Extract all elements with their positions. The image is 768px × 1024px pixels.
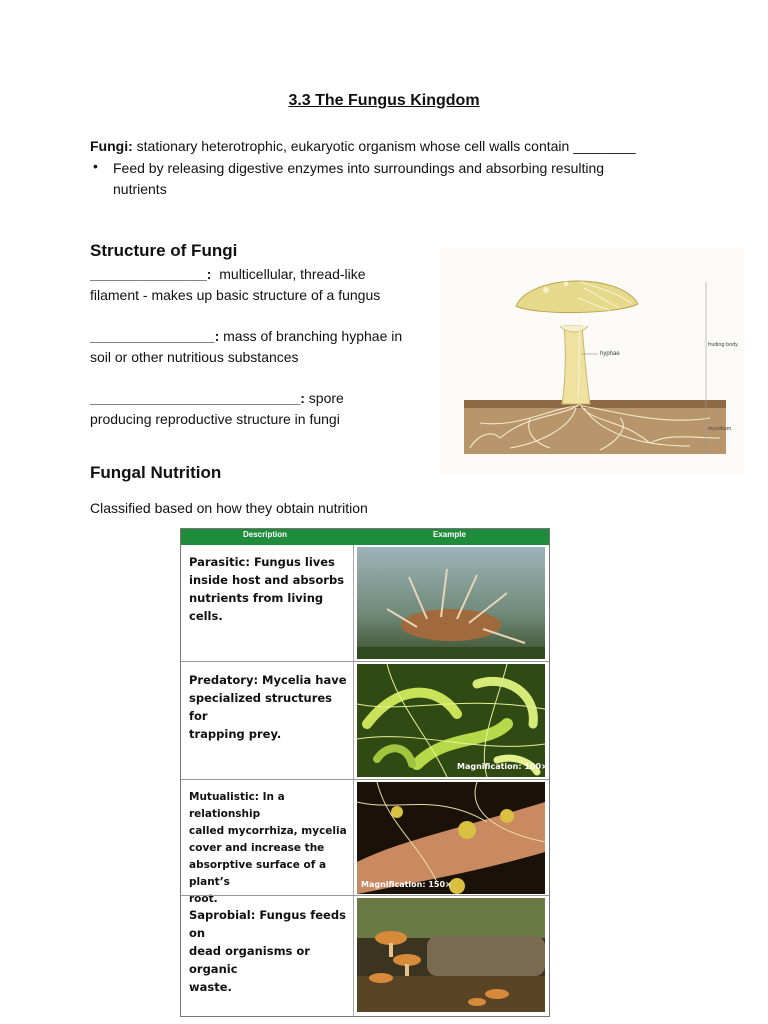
predatory-fungus-photo [357,664,545,777]
blank-hyphae: _______________: [90,266,212,282]
structure-item-3 [90,388,450,409]
desc-line: called mycorrhiza, mycelia [189,825,347,837]
desc-line: absorptive surface of a plant’s [189,859,327,888]
item-2-text: mass of branching hyphae in [219,328,403,344]
desc-line: Mutualistic: In a relationship [189,791,285,820]
page-title: 3.3 The Fungus Kingdom [288,92,480,109]
blank-fruiting-body: ___________________________: [90,390,305,406]
magnification-label: Magnification: 100× [457,762,548,771]
row-description [189,553,349,625]
desc-line: trapping prey. [189,727,282,741]
soil-surface [464,400,726,408]
definition-text: stationary heterotrophic, eukaryotic organism whose cell walls contain ________ [132,138,636,154]
table-row-saprobial [181,895,549,1016]
mushroom-diagram [440,248,744,474]
blank-mycelium: ________________: [90,328,220,344]
table-header [181,529,549,545]
parasitic-fungus-photo [357,547,545,659]
mushroom-illustration [440,248,744,474]
bullet-marker: • [93,158,98,174]
label-hyphae: hyphae [600,351,620,357]
desc-line: specialized structures for [189,691,333,723]
table-row-parasitic [181,545,549,661]
desc-line: cover and increase the [189,842,325,854]
desc-line: Predatory: Mycelia have [189,673,347,687]
label-fruiting-body: fruiting body [708,342,738,348]
item-3-text: spore [304,390,344,406]
label-mycelium: mycelium [708,426,732,432]
mushroom-stem [562,326,590,404]
bullet-line-1: Feed by releasing digestive enzymes into surroundings and absorbing resulting [113,160,605,176]
row-description [189,906,349,996]
nutrition-heading: Fungal Nutrition [90,463,222,482]
desc-line: root. [189,893,218,905]
structure-item-2 [90,326,450,347]
table-row-mutualistic [181,779,549,905]
desc-line: nutrients from living cells. [189,591,324,623]
fungi-definition [90,136,710,157]
row-description [189,789,349,908]
header-example: Example [433,530,466,539]
nutrition-table [180,528,550,1017]
structure-item-1 [90,264,450,285]
header-description: Description [243,530,288,539]
desc-line: dead organisms or organic [189,944,310,976]
structure-item-1-cont: filament - makes up basic structure of a fungus [90,287,381,303]
cap-spot [564,282,569,287]
magnification-label: Magnification: 150× [361,880,452,889]
item-1-text: multicellular, thread-like [211,266,366,282]
structure-item-2-cont: soil or other nutritious substances [90,349,299,365]
mutualistic-fungus-photo [357,782,545,894]
saprobial-fungus-photo [357,898,545,1012]
bullet-line-2: nutrients [113,181,167,197]
desc-line: Parasitic: Fungus lives [189,555,335,569]
desc-line: waste. [189,980,232,994]
row-description [189,671,349,743]
desc-line: inside host and absorbs [189,573,345,587]
structure-item-3-cont: producing reproductive structure in fungi [90,411,340,427]
cap-spot [543,287,549,293]
table-row-predatory [181,661,549,780]
nutrition-intro: Classified based on how they obtain nutrition [90,500,368,516]
definition-term: Fungi: [90,138,133,154]
desc-line: Saprobial: Fungus feeds on [189,908,346,940]
structure-heading: Structure of Fungi [90,241,238,260]
